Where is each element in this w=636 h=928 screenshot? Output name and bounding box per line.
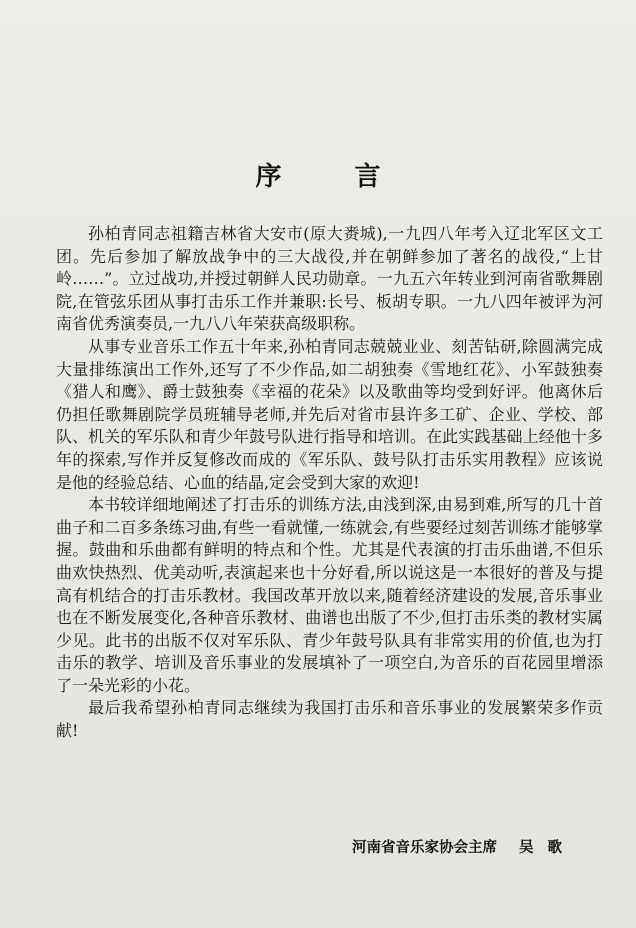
- paragraph-1: 孙柏青同志祖籍吉林省大安市(原大赉城),一九四八年考入辽北军区文工团。先后参加了解放战争中的三大战役,并在朝鲜参加了著名的战役,“上甘岭……”。立过战功,并授过朝鲜人民功勋章。一九五六年转业到河南省歌舞剧院,在管弦乐团从事打击乐工作并兼职:长号、板胡专职。一九八四年被评为河南省优秀演奏员,一九八八年荣获高级职称。: [56, 224, 603, 334]
- paragraph-3: 本书较详细地阐述了打击乐的训练方法,由浅到深,由易到难,所写的几十首曲子和二百多条练习曲,有些一看就懂,一练就会,有些要经过刻苦训练才能够掌握。鼓曲和乐曲都有鲜明的特点和个性。尤其是代表演的打击乐曲谱,不但乐曲欢快热烈、优美动听,表演起来也十分好看,所以说这是一本很好的普及与提高有机结合的打击乐教材。我国改革开放以来,随着经济建设的发展,音乐事业也在不断发展变化,各种音乐教材、曲谱也出版了不少,但打击乐类的教材实属少见。此书的出版不仅对军乐队、青少年鼓号队具有非常实用的价值,也为打击乐的教学、培训及音乐事业的发展填补了一项空白,为音乐的百花园里增添了一朵光彩的小花。: [56, 495, 603, 695]
- page-title: 序 言: [255, 162, 413, 192]
- preface-body: [56, 223, 603, 743]
- signature: [352, 836, 576, 857]
- paragraph-4: 最后我希望孙柏青同志继续为我国打击乐和音乐事业的发展繁荣多作贡献!: [56, 698, 603, 741]
- signature-title: 河南省音乐家协会主席: [352, 840, 497, 856]
- signature-name: 吴歌: [519, 840, 576, 856]
- paragraph-2: 从事专业音乐工作五十年来,孙柏青同志兢兢业业、刻苦钻研,除圆满完成大量排练演出工作外,还写了不少作品,如二胡独奏《雪地红花》、小军鼓独奏《猎人和鹰》、爵士鼓独奏《幸福的花朵》以及歌曲等均受到好评。他离休后仍担任歌舞剧院学员班辅导老师,并先后对省市县许多工矿、企业、学校、部队、机关的军乐队和青少年鼓号队进行指导和培训。在此实践基础上经他十多年的探索,写作并反复修改而成的《军乐队、鼓号队打击乐实用教程》应该说是他的经验总结、心血的结晶,定会受到大家的欢迎!: [56, 336, 603, 492]
